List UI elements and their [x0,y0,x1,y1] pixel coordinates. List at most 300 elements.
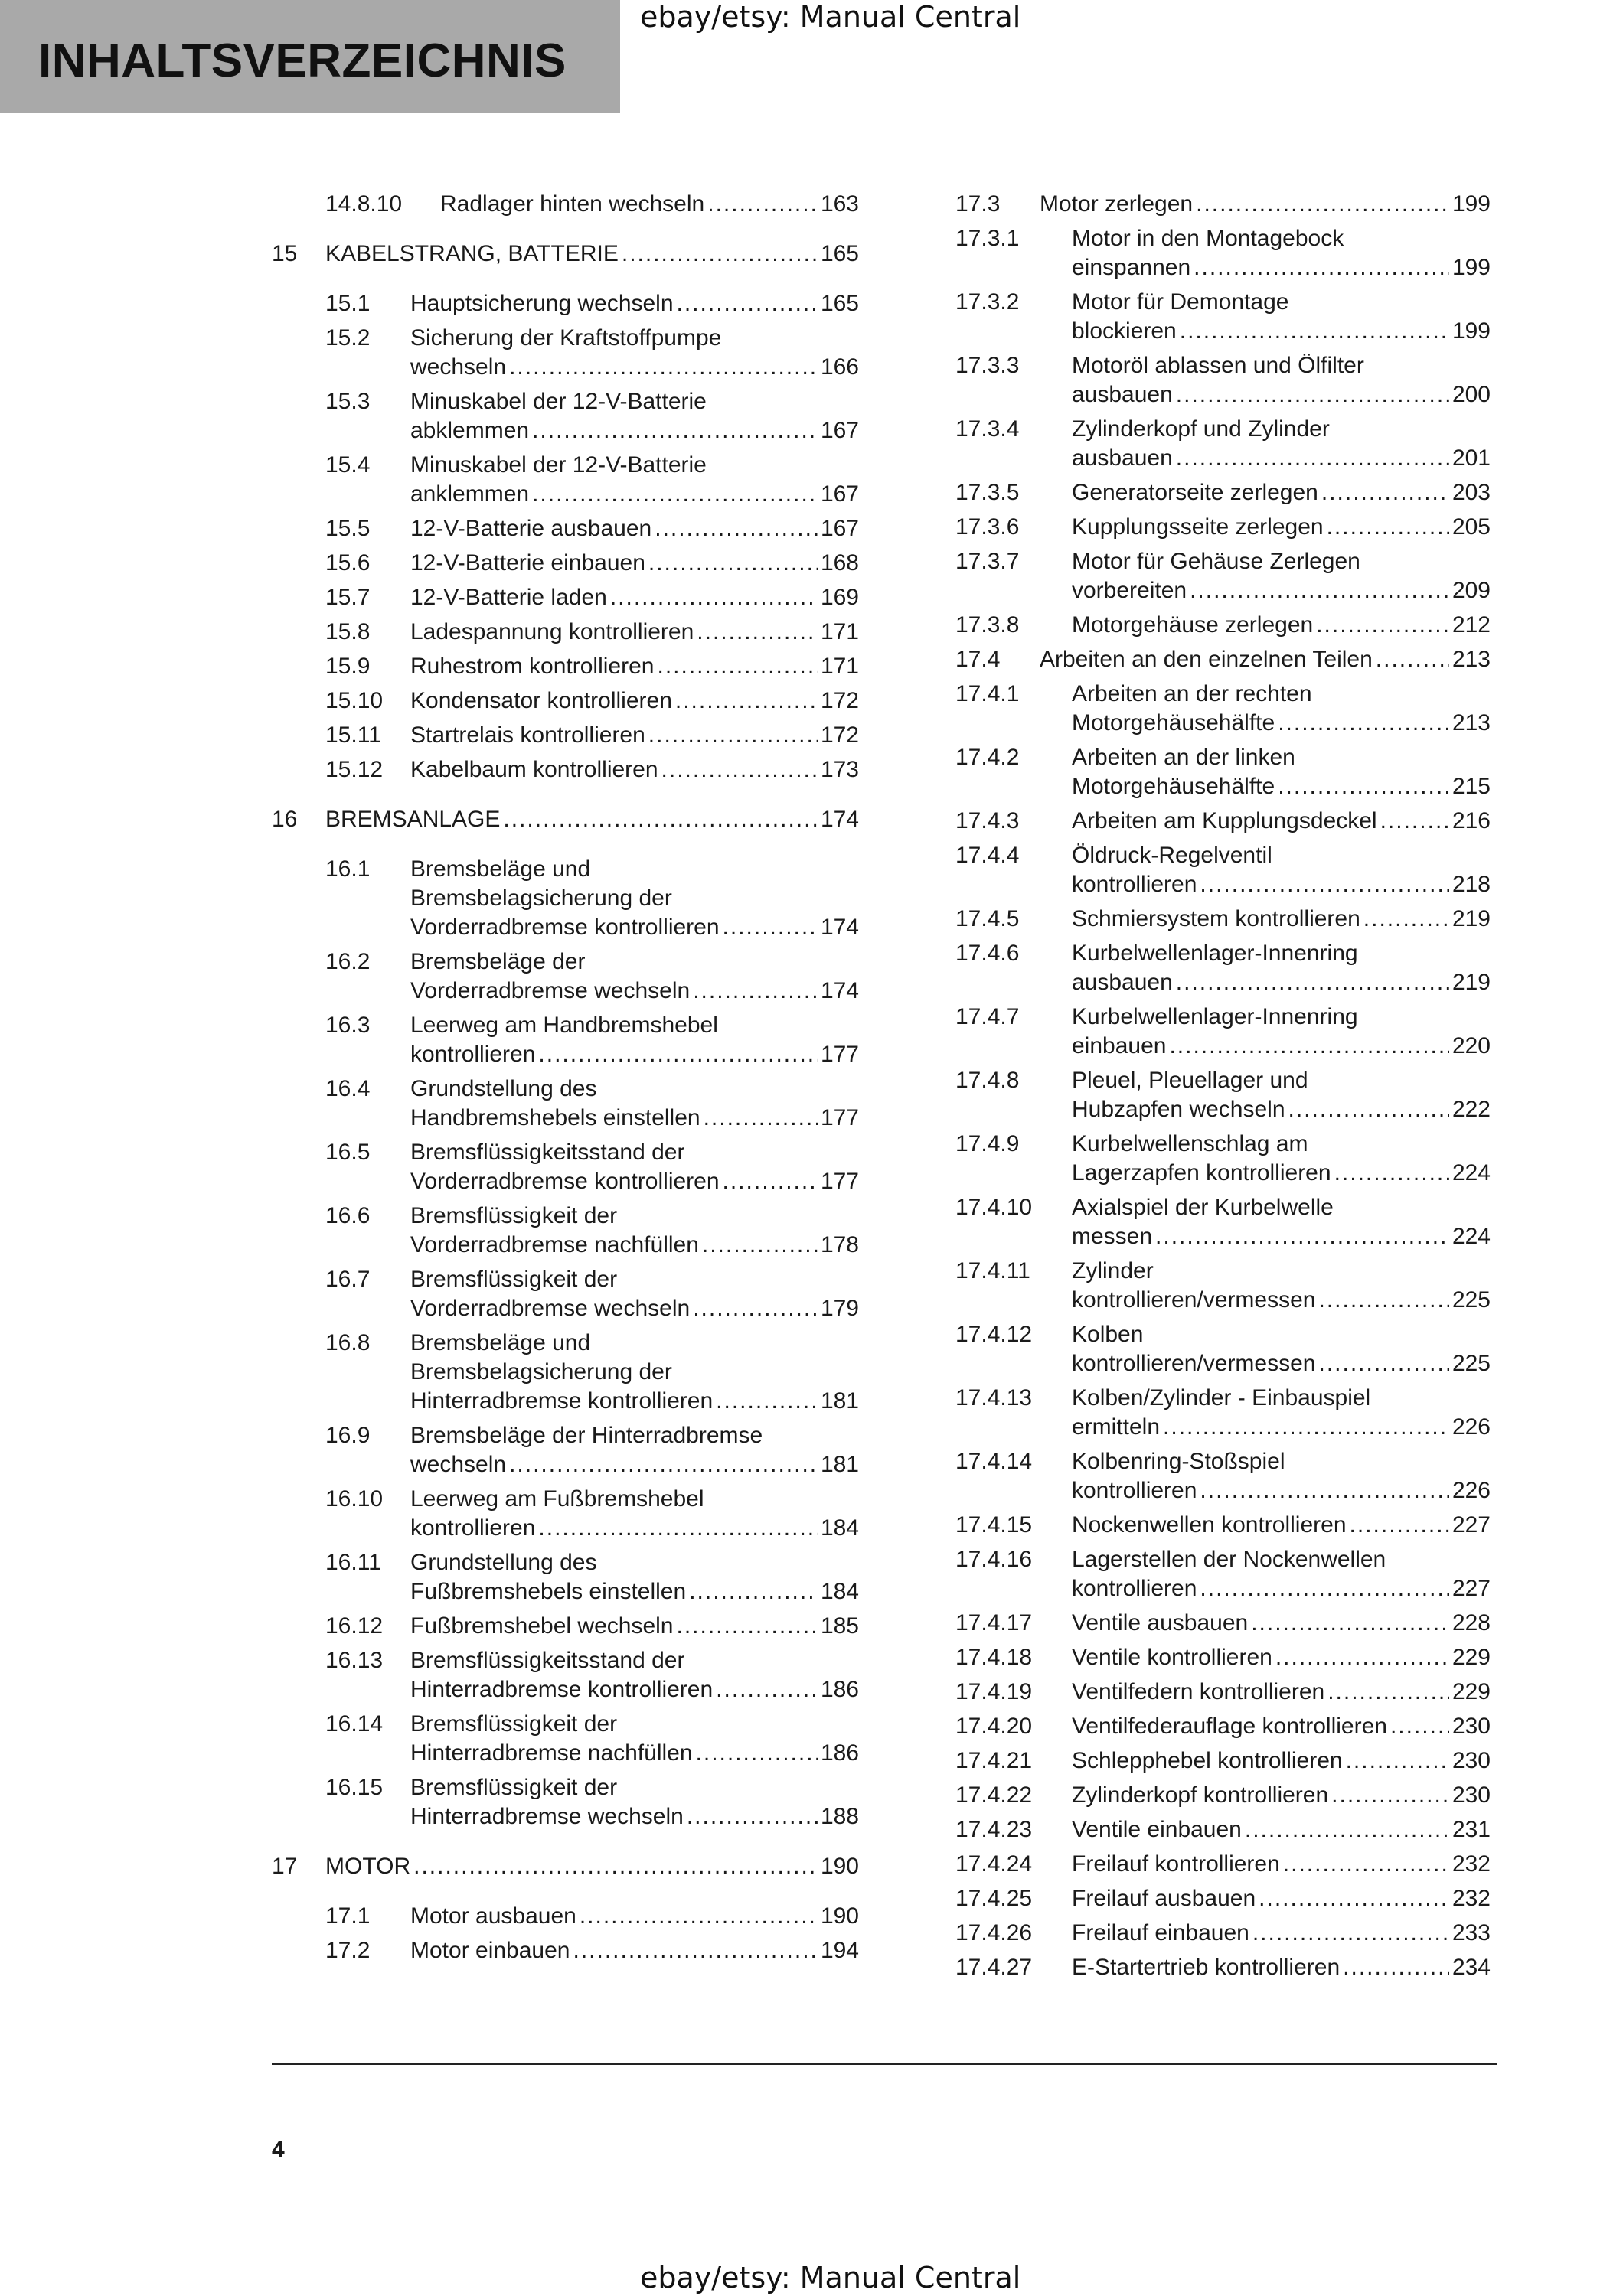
toc-entry-number: 17 [272,1854,298,1879]
toc-entry-number: 17.4.23 [955,1817,1033,1842]
toc-entry-title: kontrollieren/vermessen [1072,1351,1316,1376]
toc-entry-page: 229 [1452,1645,1491,1670]
toc-entry-number: 17.4.21 [955,1748,1033,1773]
toc-entry-title: Ventile einbauen [1072,1817,1242,1842]
dot-leader [538,1040,818,1069]
toc-entry-title: Motor für Demontage [1072,289,1289,315]
toc-entry-title: Minuskabel der 12-V-Batterie [410,452,707,478]
toc-entry-title: 12-V-Batterie ausbauen [410,516,652,541]
dot-leader [697,618,818,647]
toc-entry-number: 17.4.6 [955,941,1020,966]
toc-entry-number: 17.4 [955,647,1001,672]
toc-entry-number: 17.4.3 [955,808,1020,833]
toc-entry-page: 174 [820,915,859,940]
toc-entry-page: 166 [820,354,859,380]
toc-entry-title: Kondensator kontrollieren [410,688,672,713]
toc-entry-number: 17.4.25 [955,1886,1033,1911]
toc-entry-title: ausbauen [1072,970,1173,995]
toc-entry-title: Bremsflüssigkeitsstand der [410,1648,685,1673]
toc-entry-page: 227 [1452,1512,1491,1538]
toc-entry-number: 15.4 [325,452,371,478]
toc-entry-page: 186 [820,1740,859,1766]
toc-entry-number: 16.6 [325,1203,371,1228]
toc-entry-page: 184 [820,1515,859,1541]
dot-leader [580,1902,818,1931]
toc-entry-title: Motorgehäusehälfte [1072,710,1275,735]
toc-entry-title: Lagerstellen der Nockenwellen [1072,1547,1386,1572]
toc-entry-title: Freilauf kontrollieren [1072,1851,1280,1877]
dot-leader [1318,1349,1448,1378]
toc-entry-page: 173 [820,757,859,782]
toc-entry-page: 226 [1452,1414,1491,1440]
toc-entry-page: 220 [1452,1033,1491,1058]
dot-leader [689,1577,818,1606]
toc-entry-title: Bremsflüssigkeit der [410,1711,618,1737]
header-bar [0,0,620,113]
toc-entry-number: 17.4.22 [955,1782,1033,1808]
toc-entry-page: 168 [820,550,859,576]
toc-entry-page: 212 [1452,612,1491,638]
toc-entry-title: Motoröl ablassen und Ölfilter [1072,353,1364,378]
dot-leader [1190,576,1449,605]
toc-entry-title: Nockenwellen kontrollieren [1072,1512,1347,1538]
dot-leader [716,1387,818,1416]
toc-entry-number: 15.5 [325,516,371,541]
dot-leader [1200,870,1449,899]
toc-entry-title: Hauptsicherung wechseln [410,291,674,316]
toc-entry-title: Arbeiten an den einzelnen Teilen [1040,647,1373,672]
toc-entry-title: Lagerzapfen kontrollieren [1072,1160,1331,1186]
toc-entry-title: Bremsbeläge und [410,1330,591,1355]
toc-entry-title: abklemmen [410,418,530,443]
toc-entry-title: Ladespannung kontrollieren [410,619,694,644]
toc-entry-title: kontrollieren [1072,872,1197,897]
dot-leader [1275,1643,1449,1672]
toc-entry-title: Motorgehäuse zerlegen [1072,612,1314,638]
dot-leader [1259,1884,1449,1913]
toc-entry-title: Ventilfedern kontrollieren [1072,1679,1325,1704]
toc-entry-number: 17.4.12 [955,1322,1033,1347]
toc-entry-page: 222 [1452,1097,1491,1122]
toc-entry-title: Zylinderkopf und Zylinder [1072,416,1330,442]
toc-entry-title: Generatorseite zerlegen [1072,480,1318,505]
toc-entry-title: Zylinderkopf kontrollieren [1072,1782,1329,1808]
dot-leader [509,1450,818,1479]
dot-leader [661,755,818,784]
toc-entry-title: kontrollieren [1072,1478,1197,1503]
toc-entry-title: Arbeiten am Kupplungsdeckel [1072,808,1377,833]
dot-leader [1343,1953,1449,1982]
toc-entry-number: 17.3.4 [955,416,1020,442]
toc-entry-number: 17.3.6 [955,514,1020,540]
dot-leader [1194,253,1449,282]
toc-entry-page: 174 [820,978,859,1003]
toc-entry-page: 163 [820,191,859,217]
toc-entry-number: 17.4.26 [955,1920,1033,1945]
dot-leader [677,289,818,318]
dot-leader [1321,478,1449,507]
toc-entry-title: Arbeiten an der linken [1072,745,1295,770]
toc-entry-page: 232 [1452,1851,1491,1877]
toc-entry-number: 17.4.13 [955,1385,1033,1411]
watermark-bottom: ebay/etsy: Manual Central [640,2261,1021,2294]
dot-leader [1163,1413,1449,1442]
toc-entry-page: 184 [820,1579,859,1604]
toc-entry-title: ermitteln [1072,1414,1161,1440]
toc-entry-page: 229 [1452,1679,1491,1704]
dot-leader [1200,1476,1449,1505]
toc-entry-title: wechseln [410,1452,507,1477]
toc-entry-title: Kolben [1072,1322,1144,1347]
toc-entry-title: 12-V-Batterie einbauen [410,550,645,576]
dot-leader [648,549,818,578]
toc-entry-title: Freilauf einbauen [1072,1920,1249,1945]
toc-entry-number: 17.2 [325,1938,371,1963]
toc-entry-title: Hinterradbremse kontrollieren [410,1388,714,1414]
toc-entry-title: Motor ausbauen [410,1903,576,1929]
toc-entry-title: Startrelais kontrollieren [410,722,645,748]
dot-leader [1196,190,1449,219]
toc-entry-title: Pleuel, Pleuellager und [1072,1068,1308,1093]
dot-leader [1318,1286,1448,1315]
page-number: 4 [272,2137,285,2162]
toc-entry-number: 15.9 [325,654,371,679]
dot-leader [1350,1511,1449,1540]
dot-leader [532,480,818,509]
toc-entry-number: 17.3.3 [955,353,1020,378]
toc-entry-number: 15.6 [325,550,371,576]
dot-leader [655,514,818,543]
dot-leader [657,652,817,681]
toc-entry-number: 16.9 [325,1423,371,1448]
dot-leader [723,913,818,942]
toc-entry-title: Freilauf ausbauen [1072,1886,1256,1911]
toc-entry-title: Handbremshebels einstellen [410,1105,700,1130]
toc-entry-number: 16.3 [325,1013,371,1038]
dot-leader [723,1167,818,1196]
toc-entry-number: 16.10 [325,1486,384,1512]
toc-entry-page: 199 [1452,191,1491,217]
toc-entry-page: 181 [820,1388,859,1414]
dot-leader [1327,1678,1449,1707]
toc-entry-title: vorbereiten [1072,578,1187,603]
dot-leader [1376,645,1449,674]
toc-entry-title: Bremsbeläge der [410,949,586,974]
dot-leader [1380,807,1449,836]
toc-entry-page: 203 [1452,480,1491,505]
dot-leader [716,1675,818,1704]
dot-leader [1327,513,1449,542]
toc-entry-number: 15 [272,241,298,266]
dot-leader [1278,772,1449,801]
toc-entry-title: Schmiersystem kontrollieren [1072,906,1360,931]
toc-entry-number: 17.4.27 [955,1955,1033,1980]
toc-entry-title: Kolbenring-Stoßspiel [1072,1449,1285,1474]
toc-entry-number: 17.3.7 [955,549,1020,574]
dot-leader [1334,1159,1449,1188]
dot-leader [702,1231,818,1260]
toc-entry-number: 17.4.10 [955,1195,1033,1220]
toc-entry-page: 224 [1452,1224,1491,1249]
toc-entry-title: messen [1072,1224,1153,1249]
toc-entry-page: 169 [820,585,859,610]
toc-entry-page: 172 [820,688,859,713]
dot-leader [1288,1095,1449,1124]
toc-entry-title: Kurbelwellenlager-Innenring [1072,941,1358,966]
toc-entry-page: 225 [1452,1287,1491,1313]
dot-leader [693,977,818,1006]
dot-leader [1346,1746,1449,1776]
toc-entry-title: Motor zerlegen [1040,191,1194,217]
dot-leader [1176,968,1449,997]
dot-leader [677,1612,818,1641]
toc-entry-number: 15.2 [325,325,371,351]
dot-leader [648,721,818,750]
toc-entry-page: 233 [1452,1920,1491,1945]
toc-entry-title: Kupplungsseite zerlegen [1072,514,1324,540]
toc-entry-number: 17.4.20 [955,1714,1033,1739]
toc-entry-number: 15.3 [325,389,371,414]
toc-entry-title: Leerweg am Handbremshebel [410,1013,718,1038]
toc-entry-number: 17.1 [325,1903,371,1929]
toc-entry-title: anklemmen [410,481,530,507]
toc-entry-number: 17.4.24 [955,1851,1033,1877]
dot-leader [693,1294,818,1323]
toc-entry-title: Radlager hinten wechseln [440,191,705,217]
toc-entry-title: Motorgehäusehälfte [1072,774,1275,799]
toc-entry-page: 199 [1452,318,1491,344]
toc-entry-number: 16.2 [325,949,371,974]
toc-entry-page: 177 [820,1042,859,1067]
dot-leader [622,240,818,269]
dot-leader [1169,1032,1448,1061]
toc-entry-number: 17.4.16 [955,1547,1033,1572]
toc-entry-title: Bremsflüssigkeitsstand der [410,1140,685,1165]
dot-leader [1251,1609,1449,1638]
toc-entry-number: 17.3.8 [955,612,1020,638]
toc-entry-title: Minuskabel der 12-V-Batterie [410,389,707,414]
toc-entry-number: 17.4.11 [955,1258,1030,1283]
toc-entry-page: 181 [820,1452,859,1477]
toc-entry-page: 209 [1452,578,1491,603]
toc-entry-number: 16.12 [325,1613,384,1639]
toc-entry-number: 17.3.5 [955,480,1020,505]
toc-entry-page: 177 [820,1169,859,1194]
footer-rule [272,2063,1497,2065]
toc-entry-title: Ventile ausbauen [1072,1610,1249,1636]
toc-entry-title: Zylinder [1072,1258,1154,1283]
dot-leader [1278,709,1449,738]
toc-entry-number: 16.8 [325,1330,371,1355]
toc-entry-page: 226 [1452,1478,1491,1503]
toc-entry-page: 219 [1452,970,1491,995]
dot-leader [1331,1781,1449,1810]
toc-entry-page: 190 [820,1903,859,1929]
toc-entry-title: Arbeiten an der rechten [1072,681,1312,706]
dot-leader [509,353,818,382]
toc-entry-title: Ventilfederauflage kontrollieren [1072,1714,1387,1739]
toc-entry-title: Hinterradbremse nachfüllen [410,1740,693,1766]
toc-entry-page: 213 [1452,647,1491,672]
toc-entry-title: Fußbremshebels einstellen [410,1579,687,1604]
toc-entry-page: 234 [1452,1955,1491,1980]
dot-leader [1390,1712,1449,1741]
toc-entry-number: 17.4.15 [955,1512,1033,1538]
toc-entry-number: 15.8 [325,619,371,644]
toc-entry-title: Hubzapfen wechseln [1072,1097,1285,1122]
dot-leader [573,1936,817,1965]
dot-leader [538,1514,818,1543]
toc-entry-number: 14.8.10 [325,191,403,217]
toc-entry-number: 16 [272,807,298,832]
toc-entry-page: 171 [820,654,859,679]
toc-entry-number: 17.4.19 [955,1679,1033,1704]
dot-leader [1283,1850,1449,1879]
toc-entry-number: 15.10 [325,688,384,713]
toc-entry-number: 16.1 [325,856,371,882]
toc-entry-page: 167 [820,481,859,507]
toc-entry-number: 15.1 [325,291,371,316]
toc-entry-number: 16.4 [325,1076,371,1101]
toc-entry-page: 188 [820,1804,859,1829]
dot-leader [1200,1574,1449,1603]
dot-leader [704,1104,818,1133]
toc-entry-title: Öldruck-Regelventil [1072,843,1272,868]
toc-entry-number: 17.4.18 [955,1645,1033,1670]
toc-entry-title: Sicherung der Kraftstoffpumpe [410,325,722,351]
dot-leader [707,190,818,219]
toc-entry-title: Bremsbeläge und [410,856,591,882]
toc-entry-page: 171 [820,619,859,644]
toc-entry-page: 219 [1452,906,1491,931]
watermark-top: ebay/etsy: Manual Central [640,0,1021,34]
toc-entry-title: Ruhestrom kontrollieren [410,654,655,679]
toc-entry-title: kontrollieren [410,1515,536,1541]
toc-entry-page: 232 [1452,1886,1491,1911]
toc-entry-title: Motor für Gehäuse Zerlegen [1072,549,1360,574]
toc-entry-title: einspannen [1072,255,1191,280]
toc-entry-title: Vorderradbremse kontrollieren [410,1169,720,1194]
toc-entry-title: Motor einbauen [410,1938,570,1963]
toc-entry-title: KABELSTRANG, BATTERIE [325,241,619,266]
toc-entry-page: 201 [1452,445,1491,471]
toc-entry-page: 227 [1452,1576,1491,1601]
toc-entry-title: Vorderradbremse wechseln [410,1296,691,1321]
toc-entry-title: wechseln [410,354,507,380]
toc-entry-page: 231 [1452,1817,1491,1842]
toc-entry-title: Kurbelwellenlager-Innenring [1072,1004,1358,1029]
toc-entry-title: E-Startertrieb kontrollieren [1072,1955,1341,1980]
toc-entry-title: Vorderradbremse wechseln [410,978,691,1003]
toc-entry-page: 230 [1452,1714,1491,1739]
toc-entry-title: einbauen [1072,1033,1167,1058]
toc-entry-title: 12-V-Batterie laden [410,585,607,610]
toc-entry-title: Vorderradbremse nachfüllen [410,1232,699,1257]
dot-leader [675,687,818,716]
toc-entry-number: 17.4.8 [955,1068,1020,1093]
toc-entry-title: Axialspiel der Kurbelwelle [1072,1195,1334,1220]
toc-entry-title: Kolben/Zylinder - Einbauspiel [1072,1385,1371,1411]
toc-entry-page: 200 [1452,382,1491,407]
dot-leader [687,1802,818,1831]
toc-entry-page: 224 [1452,1160,1491,1186]
toc-entry-page: 179 [820,1296,859,1321]
toc-entry-title: Fußbremshebel wechseln [410,1613,674,1639]
toc-entry-title: Grundstellung des [410,1550,597,1575]
toc-entry-page: 167 [820,516,859,541]
toc-entry-title: Motor in den Montagebock [1072,226,1344,251]
toc-entry-title: ausbauen [1072,445,1173,471]
toc-entry-title: MOTOR [325,1854,411,1879]
toc-entry-page: 225 [1452,1351,1491,1376]
toc-entry-title: Hinterradbremse wechseln [410,1804,684,1829]
toc-entry-title: Hinterradbremse kontrollieren [410,1677,714,1702]
toc-entry-page: 165 [820,291,859,316]
toc-entry-title: Ventile kontrollieren [1072,1645,1272,1670]
toc-entry-title: kontrollieren/vermessen [1072,1287,1316,1313]
dot-leader [1252,1919,1449,1948]
toc-entry-number: 17.4.5 [955,906,1020,931]
toc-entry-title: Bremsflüssigkeit der [410,1203,618,1228]
toc-entry-number: 17.4.17 [955,1610,1033,1636]
toc-entry-page: 230 [1452,1782,1491,1808]
dot-leader [1180,317,1449,346]
toc-entry-number: 17.3 [955,191,1001,217]
toc-entry-number: 16.14 [325,1711,384,1737]
toc-entry-number: 17.4.14 [955,1449,1033,1474]
toc-entry-title: Bremsflüssigkeit der [410,1775,618,1800]
toc-entry-number: 15.12 [325,757,384,782]
toc-entry-number: 17.4.1 [955,681,1020,706]
toc-entry-page: 174 [820,807,859,832]
toc-entry-page: 215 [1452,774,1491,799]
toc-entry-page: 213 [1452,710,1491,735]
dot-leader [532,416,818,445]
toc-entry-page: 177 [820,1105,859,1130]
toc-entry-number: 15.7 [325,585,371,610]
dot-leader [696,1739,818,1768]
toc-entry-number: 16.7 [325,1267,371,1292]
toc-entry-title: ausbauen [1072,382,1173,407]
dot-leader [1176,444,1449,473]
toc-entry-number: 16.5 [325,1140,371,1165]
toc-entry-page: 165 [820,241,859,266]
toc-entry-title: Schlepphebel kontrollieren [1072,1748,1343,1773]
dot-leader [1155,1222,1449,1251]
toc-entry-page: 218 [1452,872,1491,897]
toc-entry-title: kontrollieren [1072,1576,1197,1601]
toc-entry-title: Bremsbelagsicherung der [410,885,672,911]
toc-entry-page: 228 [1452,1610,1491,1636]
toc-entry-page: 190 [820,1854,859,1879]
toc-entry-title: Kurbelwellenschlag am [1072,1131,1308,1156]
toc-entry-page: 178 [820,1232,859,1257]
toc-entry-page: 194 [820,1938,859,1963]
toc-entry-page: 172 [820,722,859,748]
toc-entry-number: 16.13 [325,1648,384,1673]
toc-entry-title: kontrollieren [410,1042,536,1067]
toc-entry-title: blockieren [1072,318,1177,344]
dot-leader [610,583,818,612]
toc-entry-number: 17.3.2 [955,289,1020,315]
toc-entry-number: 15.11 [325,722,381,748]
toc-entry-number: 17.4.7 [955,1004,1020,1029]
toc-entry-title: Grundstellung des [410,1076,597,1101]
toc-entry-page: 185 [820,1613,859,1639]
toc-entry-page: 230 [1452,1748,1491,1773]
toc-entry-title: Leerweg am Fußbremshebel [410,1486,704,1512]
toc-entry-title: Bremsbelagsicherung der [410,1359,672,1384]
